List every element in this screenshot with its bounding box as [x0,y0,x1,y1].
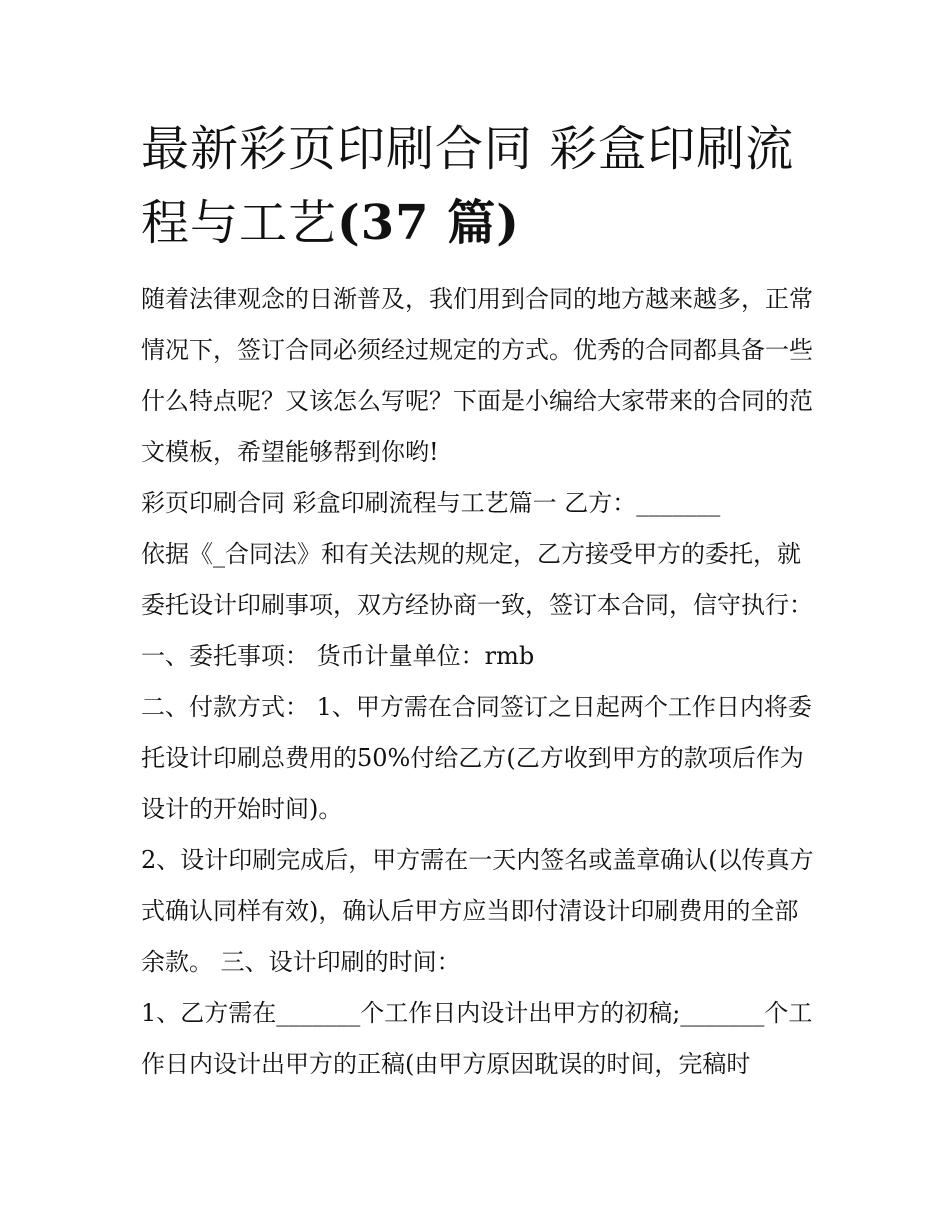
document-body [141,112,817,1090]
document-title [141,112,817,260]
paragraph-section-heading: 彩页印刷合同 彩盒印刷流程与工艺篇一 乙方：_______ [141,489,721,517]
paragraph-design-schedule: 1、乙方需在_______个工作日内设计出甲方的初稿;_______个工作日内设计出甲方的正稿(由甲方原因耽误的时间，完稿时 [141,999,813,1078]
document-title-main: 最新彩页印刷合同 彩盒印刷流程与工艺 [141,121,795,251]
paragraph-payment-method: 二、付款方式： 1、甲方需在合同签订之日起两个工作日内将委托设计印刷总费用的50%付给乙方(乙方收到甲方的款项后作为设计的开始时间)。 [141,693,812,823]
document-title-count: (37 篇) [337,195,520,251]
paragraph-entrust-matters: 依据《_合同法》和有关法规的规定，乙方接受甲方的委托，就委托设计印刷事项，双方经协商一致，签订本合同，信守执行： 一、委托事项： 货币计量单位：rmb [141,540,813,670]
paragraph-final-payment: 2、设计印刷完成后，甲方需在一天内签名或盖章确认(以传真方式确认同样有效)，确认后甲方应当即付清设计印刷费用的全部余款。 三、设计印刷的时间： [141,846,814,976]
paragraph-intro: 随着法律观念的日渐普及，我们用到合同的地方越来越多，正常情况下，签订合同必须经过规定的方式。优秀的合同都具备一些什么特点呢？又该怎么写呢？下面是小编给大家带来的合同的范文模板，希望能够帮到你哟! [141,285,813,466]
